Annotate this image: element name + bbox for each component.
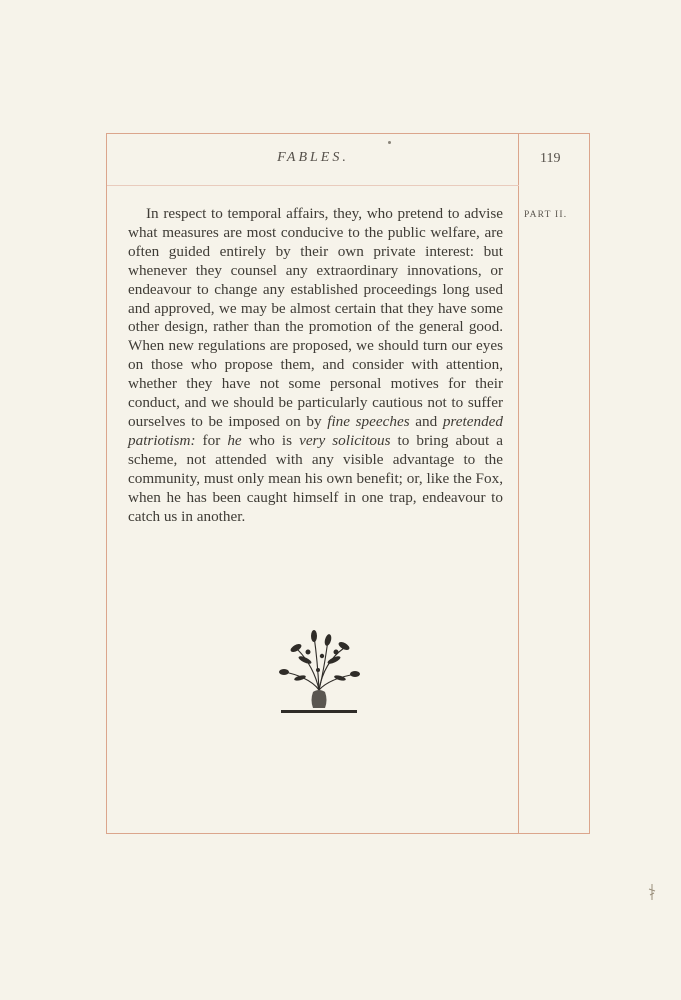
italic-phrase-pretended-patriotism: pretended patriotism: <box>128 412 503 449</box>
vase-of-flowers-tailpiece-icon <box>278 630 360 716</box>
margin-column-rule <box>518 134 519 833</box>
text-run: In respect to temporal affairs, they, who pretend to advise what measures are most conducive to the public welfare, are often guided entirely by their own private interest: but whenever they counsel any extraordinary innovations, or endeavour to change any established proceedings long used and approved, we may be almost certain that they have some other design, rather than the promotion of the general good. When new regulations are proposed, we should turn our eyes on those who propose them, and consider with attention, whether they have not some personal motives for their conduct, and we should be particularly cautious not to suffer ourselves to be imposed on by <box>128 205 503 430</box>
edge-smudge <box>648 884 656 900</box>
italic-word-he: he <box>227 431 242 449</box>
italic-phrase-fine-speeches: fine speeches <box>327 412 410 430</box>
italic-phrase-very-solicitous: very solicitous <box>299 431 391 449</box>
page-number: 119 <box>540 151 561 166</box>
header-dot <box>388 141 391 144</box>
running-title: FABLES. <box>277 150 349 165</box>
text-run: for <box>195 431 228 449</box>
text-run: who is <box>241 431 300 449</box>
text-run: and <box>409 412 443 430</box>
body-paragraph <box>128 205 503 526</box>
header-rule <box>107 185 519 186</box>
text-run: to bring about a scheme, not attended with any visible advantage to the community, must only mean his own benefit; or, like the Fox, when he has been caught himself in one trap, endeavour to catch us in another. <box>128 431 504 525</box>
marginal-part-label: PART II. <box>524 210 568 220</box>
